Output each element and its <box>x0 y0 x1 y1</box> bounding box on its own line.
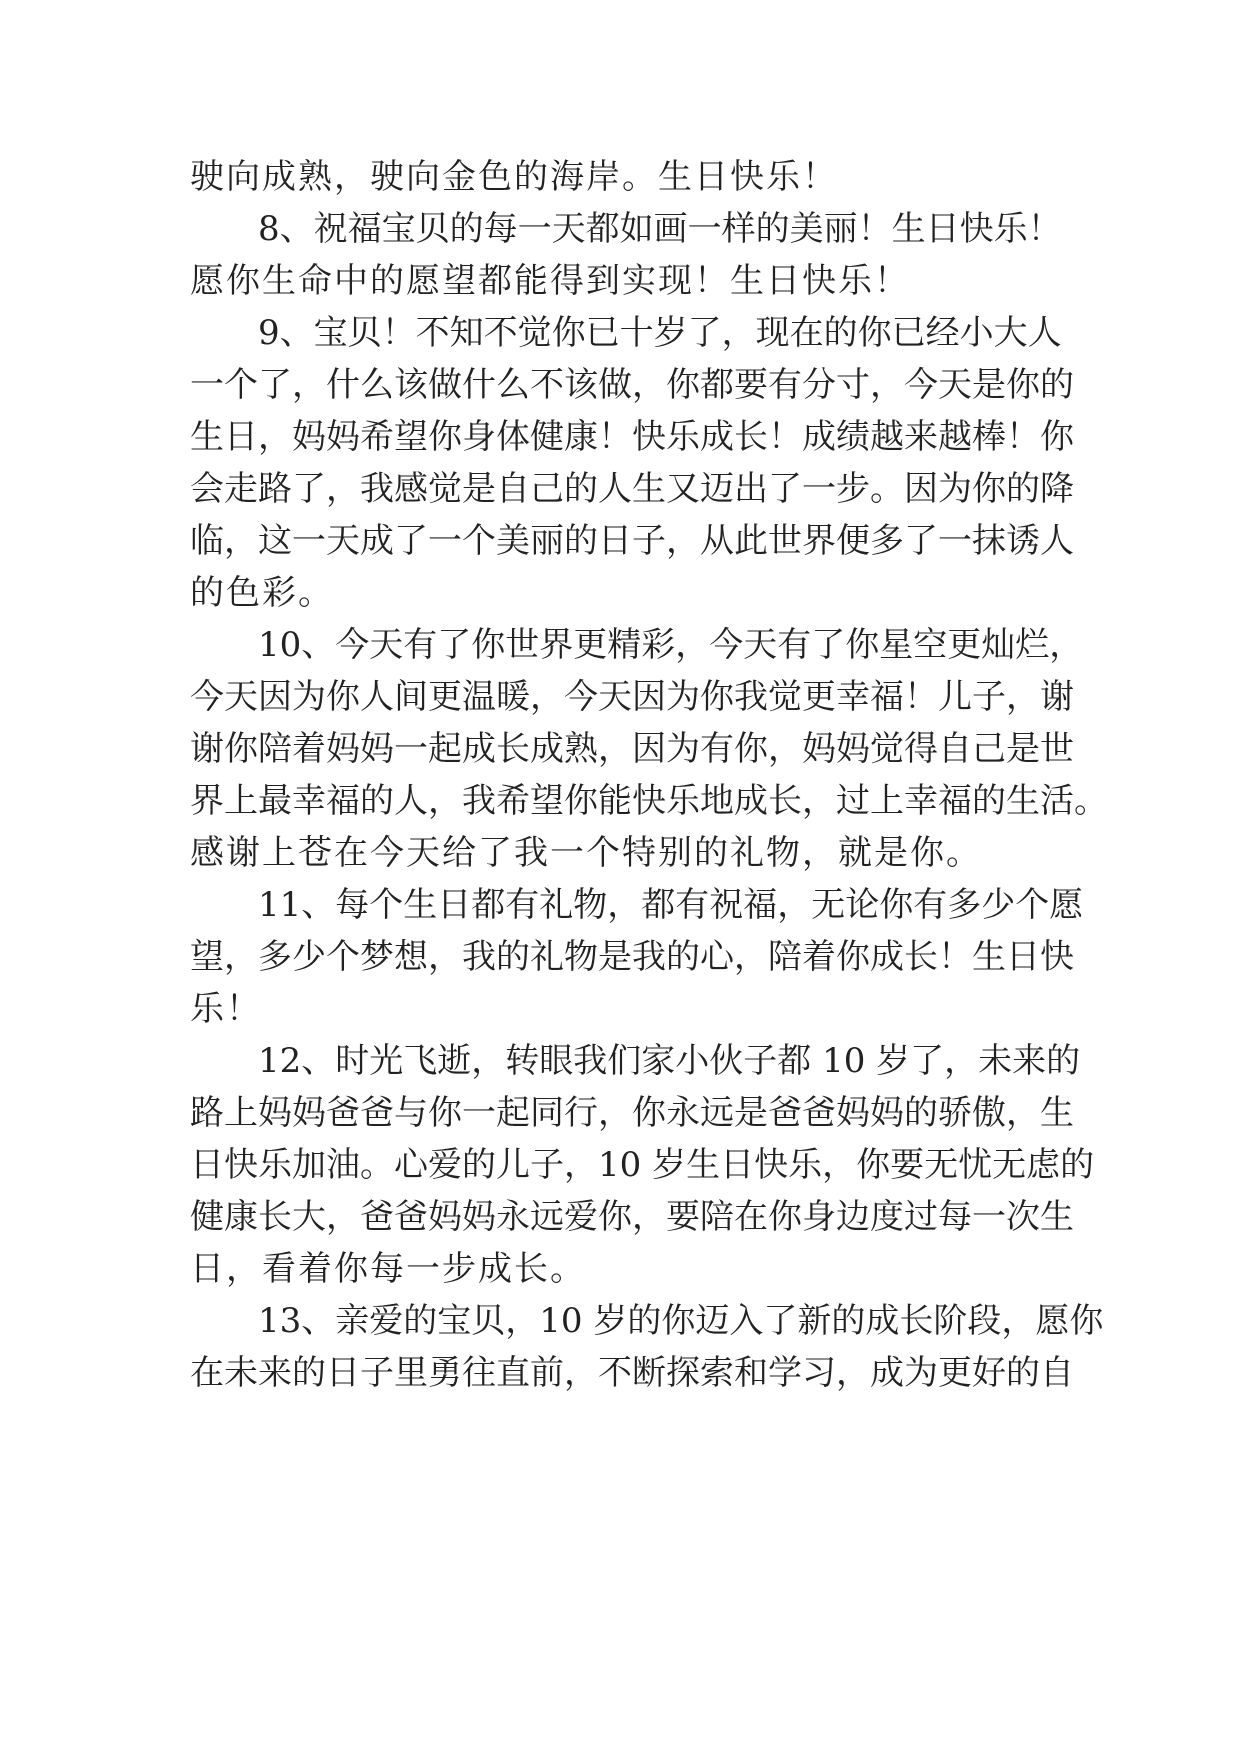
text-line: 愿你生命中的愿望都能得到实现！生日快乐！ <box>190 261 910 301</box>
text-line: 临，这一天成了一个美丽的日子，从此世界便多了一抹诱人 <box>190 521 1074 561</box>
text-line: 在未来的日子里勇往直前，不断探索和学习，成为更好的自 <box>190 1353 1074 1393</box>
text-line: 8、祝福宝贝的每一天都如画一样的美丽！生日快乐！ <box>190 209 1062 249</box>
text-line: 界上最幸福的人，我希望你能快乐地成长，过上幸福的生活。 <box>190 781 1108 821</box>
text-line: 谢你陪着妈妈一起成长成熟，因为有你，妈妈觉得自己是世 <box>190 729 1074 769</box>
text-line: 11、每个生日都有礼物，都有祝福，无论你有多少个愿 <box>190 885 1084 925</box>
text-line: 会走路了，我感觉是自己的人生又迈出了一步。因为你的降 <box>190 469 1074 509</box>
text-line: 12、时光飞逝，转眼我们家小伙子都 10 岁了，未来的 <box>190 1041 1081 1081</box>
text-line: 的色彩。 <box>190 573 334 613</box>
text-line: 13、亲爱的宝贝，10 岁的你迈入了新的成长阶段，愿你 <box>190 1301 1104 1341</box>
text-line: 望，多少个梦想，我的礼物是我的心，陪着你成长！生日快 <box>190 937 1074 977</box>
text-line: 日，看着你每一步成长。 <box>190 1249 586 1289</box>
text-line: 生日，妈妈希望你身体健康！快乐成长！成绩越来越棒！你 <box>190 417 1074 457</box>
text-line: 感谢上苍在今天给了我一个特别的礼物，就是你。 <box>190 833 982 873</box>
text-line: 9、宝贝！不知不觉你已十岁了，现在的你已经小大人 <box>190 313 1062 353</box>
text-line: 健康长大，爸爸妈妈永远爱你，要陪在你身边度过每一次生 <box>190 1197 1074 1237</box>
text-line: 日快乐加油。心爱的儿子，10 岁生日快乐，你要无忧无虑的 <box>190 1145 1095 1185</box>
text-line: 今天因为你人间更温暖，今天因为你我觉更幸福！儿子，谢 <box>190 677 1074 717</box>
text-line: 一个了，什么该做什么不该做，你都要有分寸，今天是你的 <box>190 365 1074 405</box>
text-line: 路上妈妈爸爸与你一起同行，你永远是爸爸妈妈的骄傲，生 <box>190 1093 1074 1133</box>
text-line: 驶向成熟，驶向金色的海岸。生日快乐！ <box>190 157 838 197</box>
text-line: 10、今天有了你世界更精彩，今天有了你星空更灿烂， <box>190 625 1084 665</box>
text-line: 乐！ <box>190 989 262 1029</box>
